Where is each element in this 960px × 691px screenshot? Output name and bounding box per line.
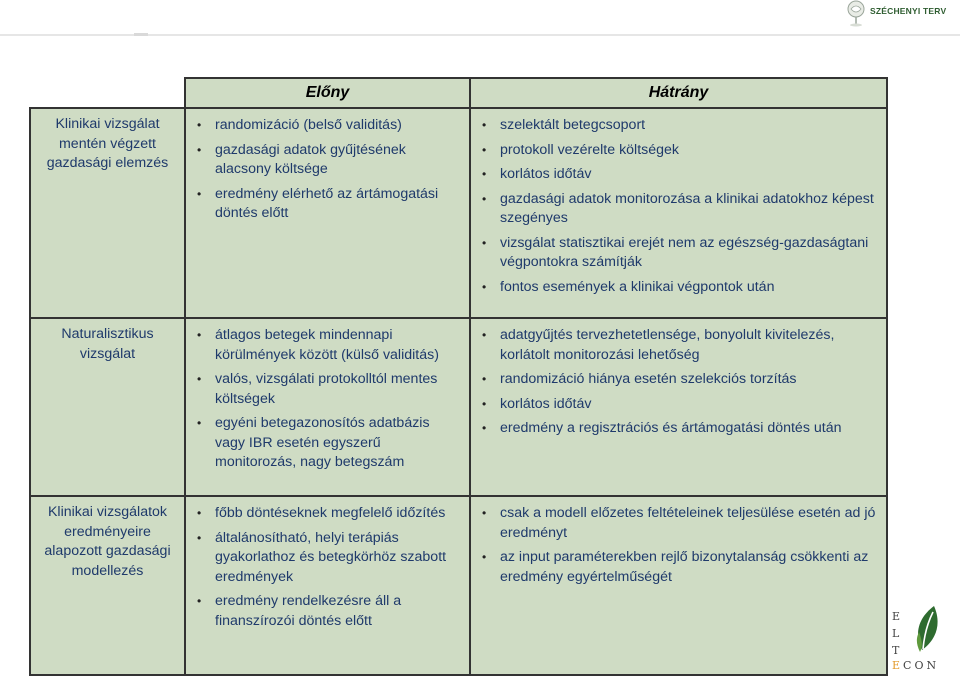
bullet-icon: • [482,328,487,342]
item-text: randomizáció hiánya esetén szelekciós torzítás [500,371,797,387]
table-row [30,108,887,318]
bullet-icon: • [482,372,487,386]
item-text: adatgyűjtés tervezhetetlensége, bonyolult kivitelezés, korlátolt monitorozási lehetőség [500,327,835,363]
elte-econ-logo [888,604,958,686]
item-text: eredmény elérhető az ártámogatási döntés előtt [215,185,439,221]
item-text: korlátos időtáv [500,166,592,182]
header-row [30,78,887,108]
item-text: eredmény rendelkezésre áll a finanszírozói döntés előtt [215,593,402,629]
econ-rest: CON [903,659,940,672]
bullet-icon: • [197,186,202,201]
list-item [197,592,460,631]
table-row [30,318,887,496]
item-text: csak a modell előzetes feltételeinek teljesülése esetén ad jó eredményt [500,505,876,541]
bullet-icon: • [197,594,202,608]
advantages-list [187,498,468,631]
divider-mark [134,33,148,36]
list-item [197,370,460,409]
disadvantages-list [472,498,885,587]
bullet-icon: • [482,506,487,520]
advantages-cell [185,496,470,675]
item-text: fontos események a klinikai végpontok után [500,278,775,295]
szechenyi-logo-text: SZÉCHENYI TERV [870,6,947,16]
item-text: korlátos időtáv [500,395,592,412]
bullet-icon: • [482,142,487,157]
szechenyi-logo [842,0,952,28]
bullet-icon: • [482,279,487,294]
list-item [197,414,460,473]
advantages-list [187,320,468,473]
leaf-icon [910,604,944,656]
bullet-icon: • [482,118,487,132]
disadvantages-cell [470,496,887,675]
item-text: gazdasági adatok monitorozása a klinikai adatokhoz képest szegényes [500,190,874,226]
row-label: Klinikai vizsgálatok eredményeire alapozott gazdasági modellezés [30,496,185,675]
list-item [482,234,877,273]
list-item [482,326,877,365]
item-text: szelektált betegcsoport [500,117,646,133]
bullet-icon: • [482,167,487,181]
bullet-icon: • [482,550,487,564]
bullet-icon: • [482,396,487,411]
econ-text [892,659,939,672]
bullet-icon: • [197,328,202,342]
bullet-icon: • [197,530,202,545]
bullet-icon: • [482,421,487,435]
list-item [197,326,460,365]
list-item [482,116,877,136]
row-label: Naturalisztikus vizsgálat [30,318,185,496]
header-advantage: Előny [185,78,470,108]
row-label: Klinikai vizsgálat mentén végzett gazdasági elemzés [30,108,185,318]
elte-letter: E [892,610,901,623]
item-text: vizsgálat statisztikai erejét nem az egészség-gazdaságtani végpontokra számítják [500,234,869,270]
list-item [482,141,877,161]
elte-letter: L [892,627,900,640]
item-text: átlagos betegek mindennapi körülmények között (külső validitás) [215,327,439,363]
bullet-icon: • [197,372,202,386]
list-item [482,395,877,415]
disadvantages-cell [470,318,887,496]
item-text: gazdasági adatok gyűjtésének alacsony költsége [215,141,406,177]
list-item [482,419,877,439]
bullet-icon: • [197,142,202,157]
header-divider [0,34,960,36]
item-text: főbb döntéseknek megfelelő időzítés [215,505,446,521]
list-item [197,504,460,524]
item-text: az input paraméterekben rejlő bizonytalanság csökkenti az eredmény egyértelműségét [500,549,869,585]
elte-letters [892,608,900,659]
disadvantages-list [472,110,885,297]
bullet-icon: • [197,118,202,132]
comparison-table [29,77,888,676]
item-text: általánosítható, helyi terápiás gyakorlathoz és betegkörhöz szabott eredmények [215,529,447,585]
list-item [482,370,877,390]
header-corner [30,78,185,108]
advantages-cell [185,108,470,318]
disadvantages-cell [470,108,887,318]
econ-e: E [892,659,904,672]
list-item [482,165,877,185]
list-item [482,548,877,587]
table-row [30,496,887,675]
elte-letter: T [892,644,900,657]
item-text: valós, vizsgálati protokolltól mentes költségek [215,371,438,407]
list-item [482,278,877,298]
advantages-cell [185,318,470,496]
item-text: randomizáció (belső validitás) [215,117,402,133]
list-item [197,185,460,224]
header-disadvantage: Hátrány [470,78,887,108]
list-item [482,190,877,229]
bullet-icon: • [197,506,202,520]
item-text: egyéni betegazonosítós adatbázis vagy IBR esetén egyszerű monitorozás, nagy betegszám [215,415,430,470]
list-item [197,141,460,180]
item-text: eredmény a regisztrációs és ártámogatási döntés után [500,420,842,436]
item-text: protokoll vezérelte költségek [500,141,680,158]
bullet-icon: • [482,191,487,206]
globe-pin-icon [844,0,868,28]
bullet-icon: • [197,416,202,430]
list-item [197,529,460,588]
list-item [197,116,460,136]
disadvantages-list [472,320,885,439]
list-item [482,504,877,543]
advantages-list [187,110,468,224]
bullet-icon: • [482,235,487,250]
